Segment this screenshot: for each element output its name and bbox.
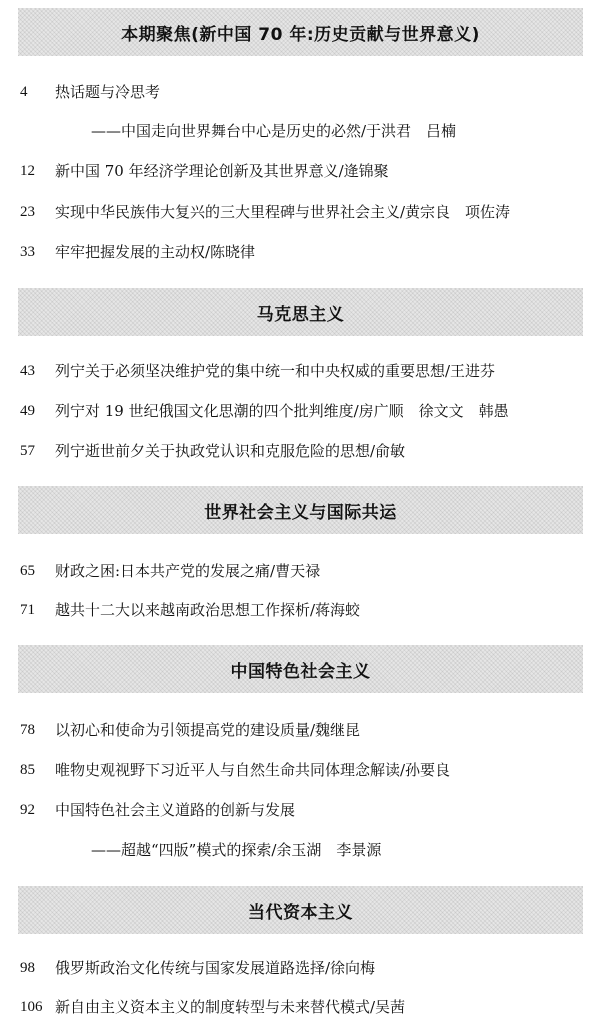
- section-title: 本期聚焦(新中国 70 年:历史贡献与世界意义): [121, 24, 480, 45]
- toc-entry[interactable]: [0, 597, 600, 623]
- entry-title: 新中国 70 年经济学理论创新及其世界意义/逄锦聚: [55, 162, 389, 180]
- page-number: 65: [20, 563, 35, 579]
- entry-title: 列宁对 19 世纪俄国文化思潮的四个批判维度/房广顺 徐文文 韩愚: [55, 402, 509, 420]
- section-title: 中国特色社会主义: [230, 661, 371, 682]
- entry-title: 列宁关于必须坚决维护党的集中统一和中央权威的重要思想/王进芬: [55, 362, 496, 380]
- toc-entry-subtitle[interactable]: [0, 837, 600, 863]
- section-header-chinese-socialism: [18, 645, 583, 693]
- entry-title: 越共十二大以来越南政治思想工作探析/蒋海蛟: [55, 601, 361, 619]
- page-number: 23: [20, 204, 35, 220]
- entry-title: 中国特色社会主义道路的创新与发展: [55, 801, 296, 819]
- page-number: 33: [20, 244, 35, 260]
- section-header-contemporary-capitalism: [18, 886, 583, 934]
- toc-entry[interactable]: [0, 797, 600, 823]
- entry-title: 以初心和使命为引领提高党的建设质量/魏继昆: [55, 721, 361, 739]
- entry-subtitle: ——超越“四版”模式的探索/余玉湖 李景源: [91, 841, 382, 859]
- toc-entry[interactable]: [0, 558, 600, 584]
- toc-entry[interactable]: [0, 994, 600, 1020]
- toc-entry[interactable]: [0, 358, 600, 384]
- toc-entry[interactable]: [0, 199, 600, 225]
- toc-entry[interactable]: [0, 438, 600, 464]
- page-number: 12: [20, 163, 35, 179]
- entry-title: 财政之困:日本共产党的发展之痛/曹天禄: [55, 562, 321, 580]
- section-header-marxism: [18, 288, 583, 336]
- toc-entry[interactable]: [0, 239, 600, 265]
- page-number: 4: [20, 84, 28, 100]
- toc-entry[interactable]: [0, 158, 600, 184]
- page-number: 57: [20, 443, 35, 459]
- page-number: 85: [20, 762, 35, 778]
- page-number: 43: [20, 363, 35, 379]
- toc-entry[interactable]: [0, 79, 600, 105]
- page-number: 106: [20, 999, 43, 1015]
- entry-title: 列宁逝世前夕关于执政党认识和克服危险的思想/俞敏: [55, 442, 406, 460]
- toc-entry-subtitle[interactable]: [0, 118, 600, 144]
- page-number: 78: [20, 722, 35, 738]
- toc-entry[interactable]: [0, 955, 600, 981]
- entry-title: 俄罗斯政治文化传统与国家发展道路选择/徐向梅: [55, 959, 376, 977]
- entry-title: 实现中华民族伟大复兴的三大里程碑与世界社会主义/黄宗良 项佐涛: [55, 203, 511, 221]
- toc-entry[interactable]: [0, 717, 600, 743]
- entry-title: 新自由主义资本主义的制度转型与未来替代模式/吴茜: [55, 998, 406, 1016]
- entry-title: 牢牢把握发展的主动权/陈晓律: [55, 243, 256, 261]
- toc-entry[interactable]: [0, 757, 600, 783]
- page-number: 71: [20, 602, 35, 618]
- page-number: 92: [20, 802, 35, 818]
- entry-subtitle: ——中国走向世界舞台中心是历史的必然/于洪君 吕楠: [91, 122, 457, 140]
- entry-title: 热话题与冷思考: [55, 83, 161, 101]
- section-header-focus: [18, 8, 583, 56]
- page-number: 98: [20, 960, 35, 976]
- section-header-world-socialism: [18, 486, 583, 534]
- entry-title: 唯物史观视野下习近平人与自然生命共同体理念解读/孙要良: [55, 761, 451, 779]
- page-number: 49: [20, 403, 35, 419]
- toc-entry[interactable]: [0, 398, 600, 424]
- section-title: 马克思主义: [256, 304, 345, 325]
- section-title: 当代资本主义: [248, 902, 353, 923]
- section-title: 世界社会主义与国际共运: [204, 502, 397, 523]
